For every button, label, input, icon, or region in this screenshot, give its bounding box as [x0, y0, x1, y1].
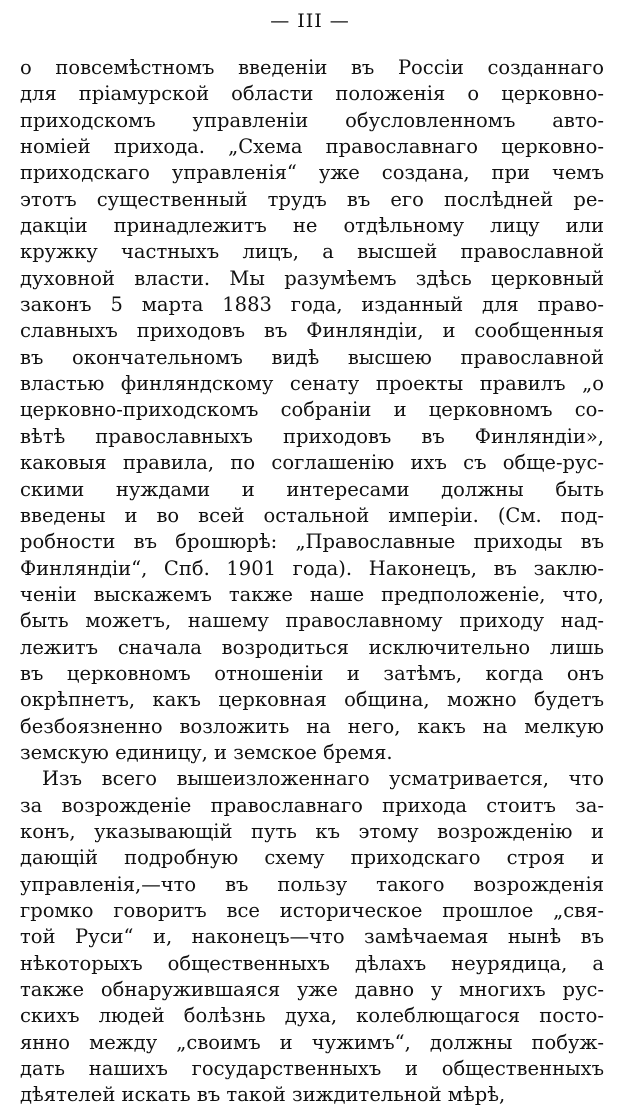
text-line: законъ 5 марта 1883 года, изданный для право- — [20, 293, 604, 317]
text-line: славныхъ приходовъ въ Финляндiи, и сообщенныя — [20, 319, 604, 343]
text-line: вѣтѣ православныхъ приходовъ въ Финляндiи», — [20, 424, 604, 448]
text-line: дакцiи принадлежитъ не отдѣльному лицу или — [20, 214, 604, 238]
text-line: властью финляндскому сенату проекты правилъ „о — [20, 372, 604, 396]
text-line: за возрожденiе православнаго прихода стоитъ за- — [20, 793, 604, 817]
text-line: робности въ брошюрѣ: „Православные приходы въ — [20, 530, 604, 554]
text-line: также обнаружившаяся уже давно у многихъ рус- — [20, 978, 604, 1002]
text-line: кружку частныхъ лицъ, а высшей православной — [20, 240, 604, 264]
text-line: номiей прихода. „Схема православнаго церковно- — [20, 135, 604, 159]
text-line: окрѣпнетъ, какъ церковная община, можно будетъ — [20, 688, 604, 712]
text-line: дѣятелей искать въ такой зиждительной мѣрѣ, — [20, 1083, 506, 1107]
text-line: той Руси“ и, наконецъ—что замѣчаемая нынѣ въ — [20, 925, 604, 949]
text-line: церковно-приходскомъ собранiи и церковномъ со- — [20, 398, 604, 422]
text-line: въ церковномъ отношенiи и затѣмъ, когда онъ — [20, 661, 604, 685]
text-line: приходскаго управленiя“ уже создана, при чемъ — [20, 161, 604, 185]
text-line: духовной власти. Мы разумѣемъ здѣсь церковный — [20, 266, 604, 290]
text-line: янно между „своимъ и чужимъ“, должны побуж- — [20, 1030, 604, 1054]
text-line: громко говоритъ все историческое прошлое „свя- — [20, 899, 604, 922]
text-line: дающiй подробную схему приходскаго строя и — [20, 846, 604, 870]
text-line: нѣкоторыхъ общественныхъ дѣлахъ неурядица, а — [20, 951, 604, 975]
body-text — [20, 55, 604, 1109]
text-line: Изъ всего вышеизложеннаго усматривается, что — [42, 767, 604, 791]
text-line: конъ, указывающiй путь къ этому возрожденiю и — [20, 819, 604, 843]
text-line: каковыя правила, по соглашенiю ихъ съ обще-рус- — [20, 451, 604, 475]
paragraph — [20, 766, 604, 1108]
text-line: приходскомъ управленiи обусловленномъ авто- — [20, 108, 604, 132]
text-line: безбоязненно возложить на него, какъ на мелкую — [20, 714, 604, 738]
text-line: скими нуждами и интересами должны быть — [20, 477, 604, 501]
text-line: дать нашихъ государственныхъ и общественныхъ — [20, 1057, 604, 1081]
text-line: ченiи выскажемъ также наше предположенiе, что, — [20, 582, 604, 606]
paragraph — [20, 55, 604, 766]
text-line: земскую единицу, и земское бремя. — [20, 740, 393, 764]
text-line: для прiамурской области положенiя о церковно- — [20, 82, 604, 106]
page-number-header: — III — — [270, 10, 350, 32]
text-line: Финляндiи“, Спб. 1901 года). Наконецъ, въ заклю- — [20, 556, 604, 580]
text-line: скихъ людей болѣзнь духа, колеблющагося посто- — [20, 1004, 604, 1028]
text-line: введены и во всей остальной имперiи. (См. под- — [20, 503, 604, 527]
text-line: этотъ существенный трудъ въ его послѣдней ре- — [20, 187, 604, 211]
text-line: лежитъ сначала возродиться исключительно лишь — [20, 635, 604, 659]
text-line: въ окончательномъ видѣ высшею православной — [20, 345, 604, 369]
text-line: управленiя,—что въ пользу такого возрожденiя — [20, 872, 604, 896]
text-line: быть можетъ, нашему православному приходу над- — [20, 609, 604, 633]
text-line: о повсемѣстномъ введенiи въ Россiи созданнаго — [20, 56, 604, 79]
